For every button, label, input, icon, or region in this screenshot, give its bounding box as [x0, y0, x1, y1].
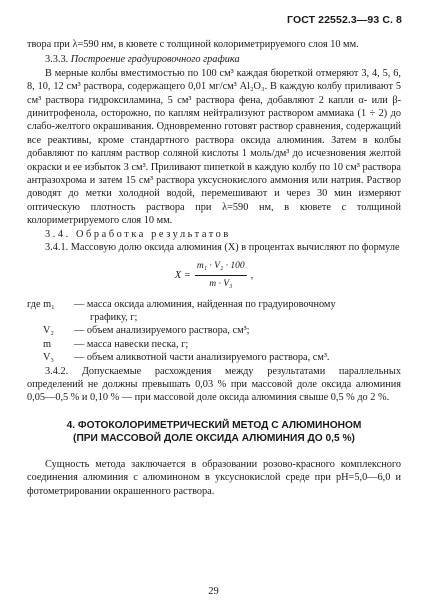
legend-row	[27, 351, 401, 364]
section-heading-4	[27, 419, 401, 446]
formula-denominator: m · V₃	[209, 279, 233, 289]
legend-symbol: m	[43, 338, 52, 350]
section-heading-line: (ПРИ МАССОВОЙ ДОЛЕ ОКСИДА АЛЮМИНИЯ ДО 0,5 %)	[73, 433, 355, 445]
legend-symbol: V₂	[43, 325, 55, 337]
subsection-heading-3-4: 3.4. Обработка результатов	[45, 228, 231, 240]
legend-row	[27, 324, 401, 337]
subsection-number: 3.3.3.	[45, 54, 71, 66]
legend-text: — объем аликвотной части анализируемого раствора, см³.	[74, 352, 330, 364]
legend-text: — объем анализируемого раствора, см³;	[74, 325, 250, 337]
formula-lhs: X =	[174, 269, 191, 281]
legend-symbol: V₃	[43, 352, 55, 364]
paragraph-3-3-3: В мерные колбы вместимостью по 100 см³ каждая бюреткой отмеряют 3, 4, 5, 6, 8, 10, 12 см³ раствора, содержащего 0,01 мг/см³ Al₂O₃. В каждую колбу приливают 5 см³ раствора гидроксиламина, 5 см³ раствора фена, добавляют 2 капли α- или β-динитрофенола, осторожно, по каплям нейтрализуют раствором аммиака (1 ÷ 2) до слабо-желтого окрашивания. Одновременно готовят раствор сравнения, содержащий все реактивы, кроме стандартного раствора оксида алюминия. Затем в колбы добавляют по каплям раствор соляной кислоты 1 моль/дм³ до исчезновения желтой окраски и ее избыток 3 см³. Приливают пипеткой в каждую колбу по 10 см³ раствора антразохрома и затем 15 см³ раствора уксуснокислого аммония или натрия. Раствор доводят до метки холодной водой, перемешивают и через 30 мин измеряют оптическую плотность раствора при λ=590 нм, в кювете с толщиной колориметрируемого слоя 10 мм.	[27, 67, 401, 227]
page-number: 29	[208, 586, 219, 597]
variable-legend	[27, 298, 401, 365]
subsection-title: Построение градуировочного графика	[70, 54, 240, 66]
legend-text: — масса оксида алюминия, найденная по градуировочному	[74, 298, 336, 310]
legend-symbol: где m₁	[27, 298, 55, 310]
legend-row-continuation: графику, г;	[90, 311, 138, 323]
formula	[175, 260, 254, 292]
paragraph-3-4-1: 3.4.1. Массовую долю оксида алюминия (X) в процентах вычисляют по формуле	[45, 242, 400, 254]
formula-numerator: m₁ · V₂ · 100	[195, 260, 247, 276]
formula-fraction	[195, 260, 247, 292]
page-header: ГОСТ 22552.3—93 С. 8	[287, 14, 402, 26]
paragraph-top: твора при λ=590 нм, в кювете с толщиной колориметрируемого слоя 10 мм.	[27, 39, 359, 50]
legend-row	[27, 298, 401, 311]
formula-tail: ,	[250, 269, 254, 281]
subsection-heading-3-3-3	[27, 53, 401, 66]
section-heading-line: 4. ФОТОКОЛОРИМЕТРИЧЕСКИЙ МЕТОД С АЛЮМИНОНОМ	[66, 419, 362, 431]
paragraph-3-4-2: 3.4.2. Допускаемые расхождения между результатами параллельных определений не должны превышать 0,03 % при массовой доле оксида алюминия 0,05—0,5 % и 0,10 % — при массовой доле оксида алюминия свыше 0,5 % до 2 %.	[27, 365, 401, 404]
legend-row	[27, 338, 401, 351]
legend-text: — масса навески песка, г;	[74, 338, 189, 350]
paragraph-method: Сущность метода заключается в образовании розово-красного комплексного соединения алюминия с алюминоном в уксуснокислой среде при pH=5,0—6,0 и фотометрировании окрашенного раствора.	[27, 458, 401, 497]
formula-block	[27, 258, 401, 294]
document-body	[27, 38, 401, 498]
